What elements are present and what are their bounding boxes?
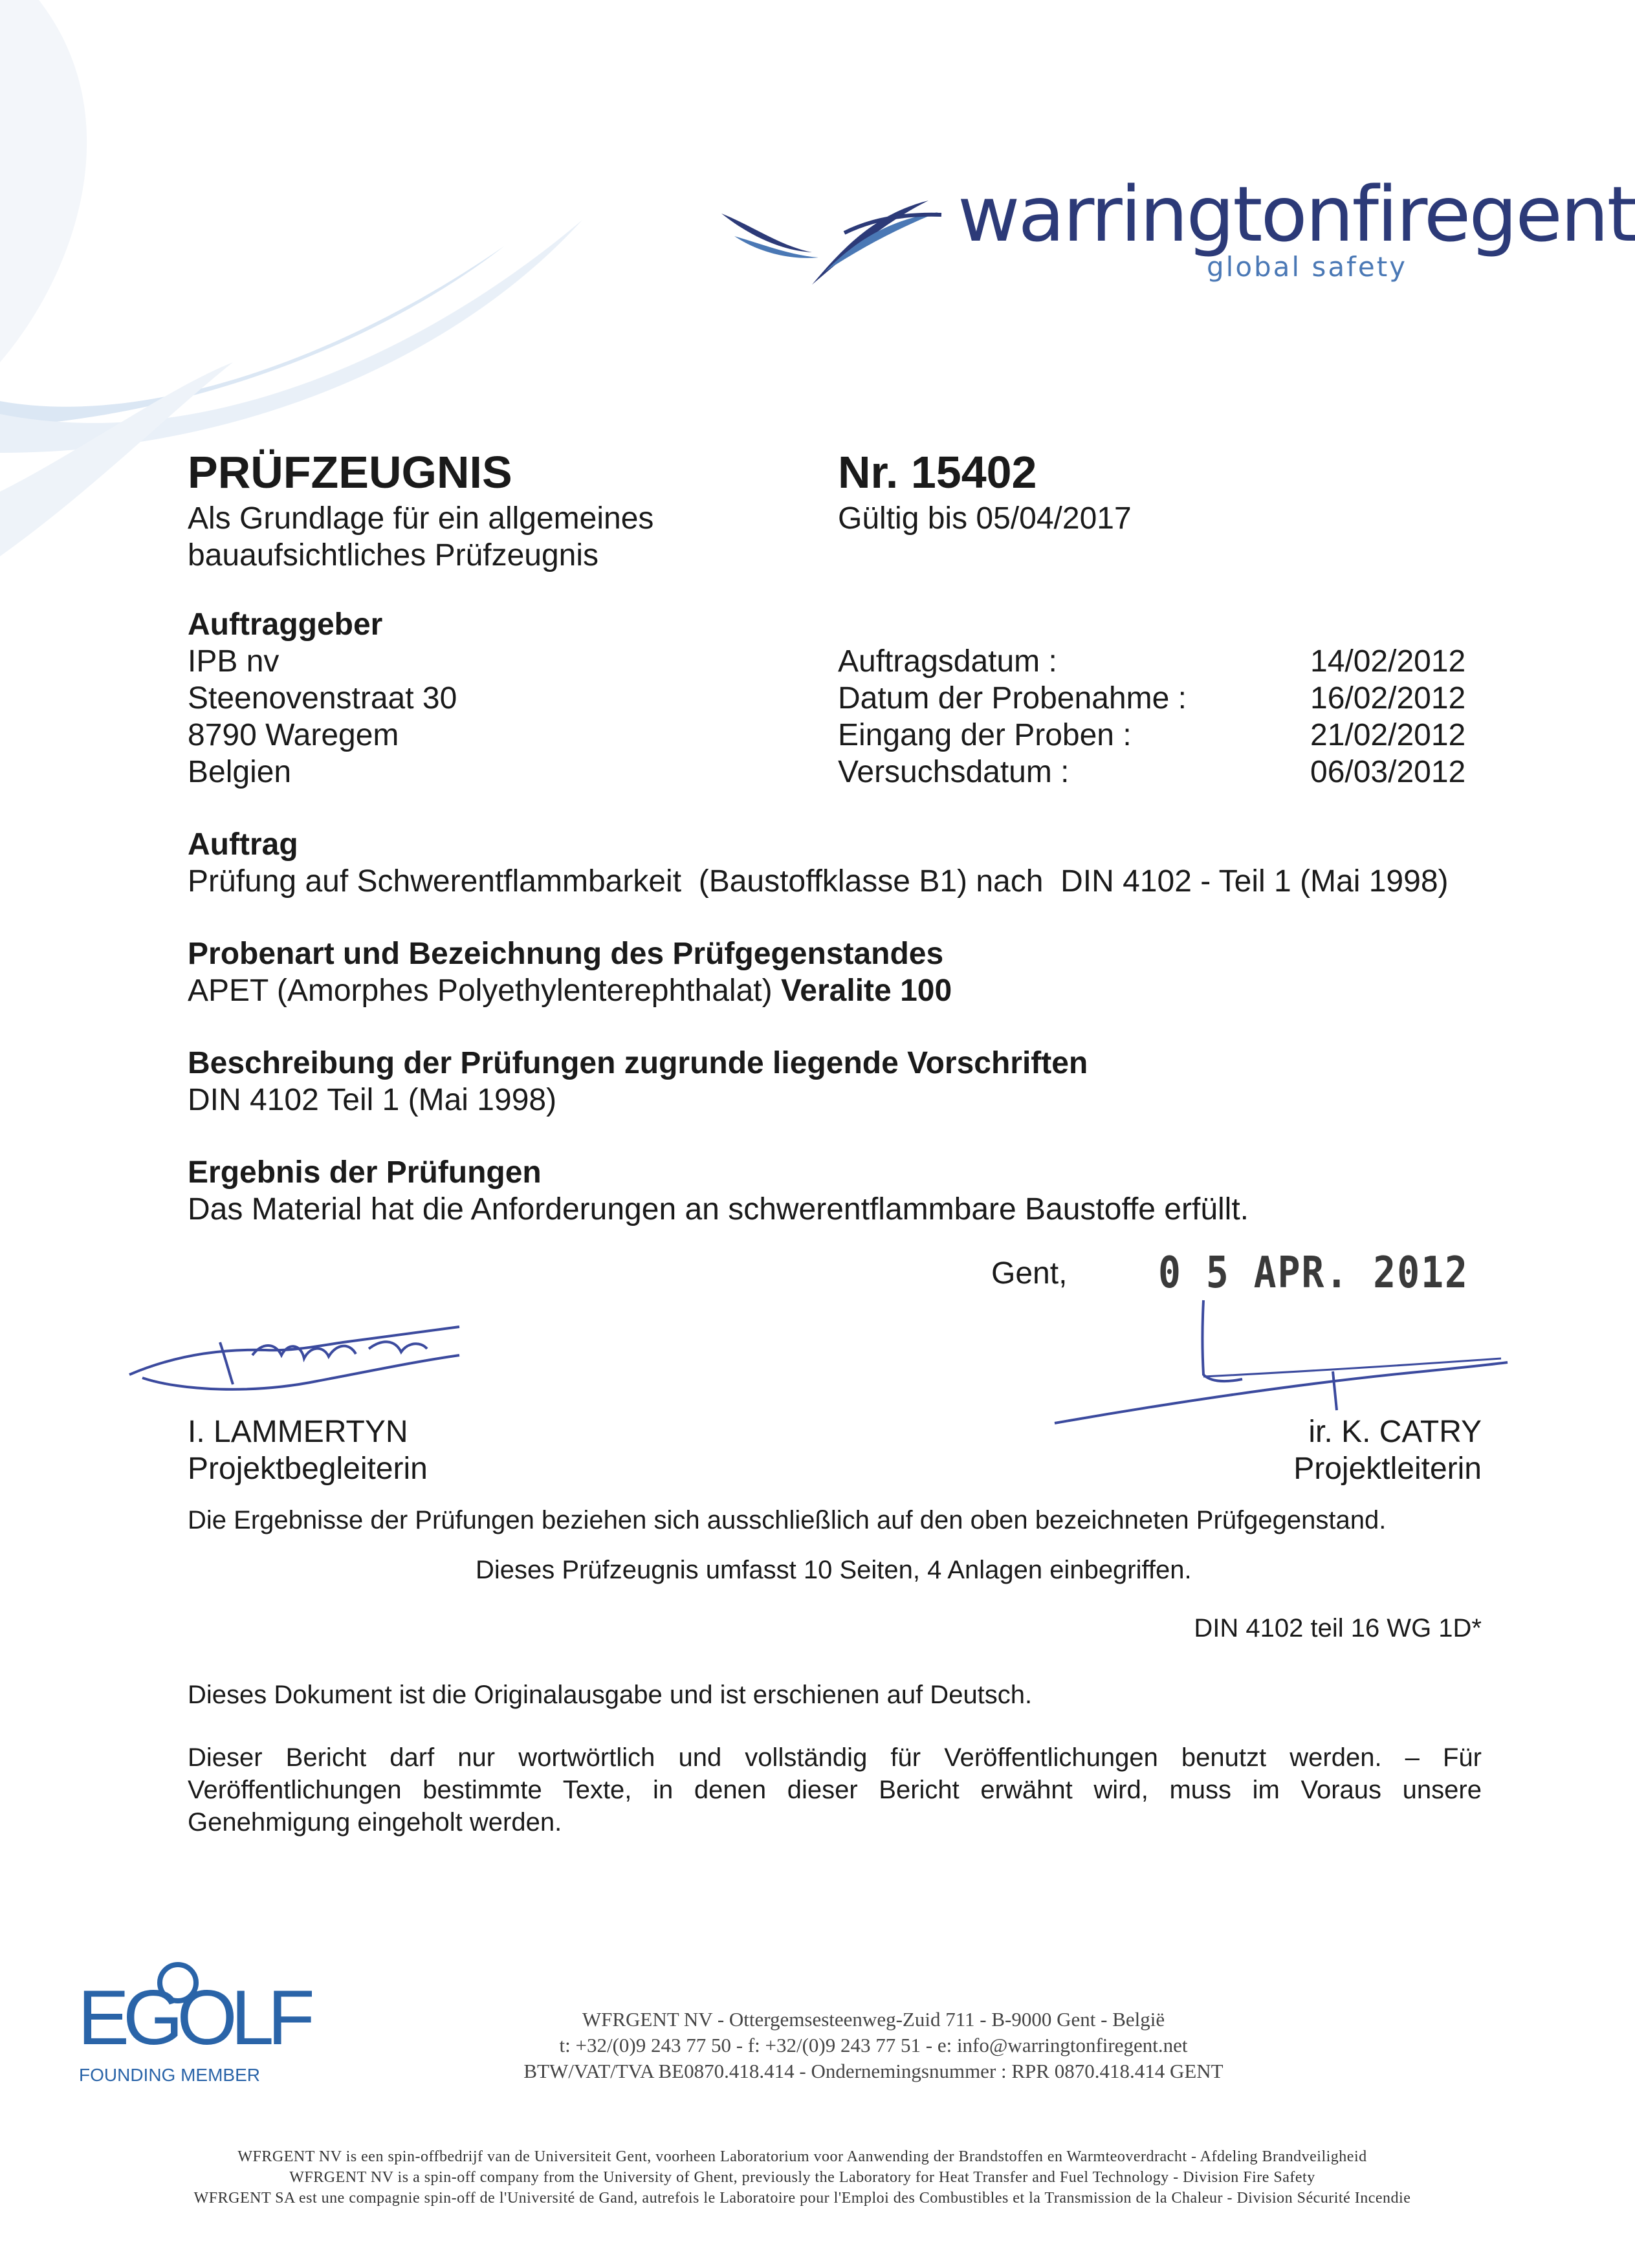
result-text: Das Material hat die Anforderungen an schwerentflammbare Baustoffe erfüllt.	[188, 1192, 1249, 1227]
registry-line: BTW/VAT/TVA BE0870.418.414 - Ondernemingsnummer : RPR 0870.418.414 GENT	[523, 2060, 1224, 2082]
egolf-label: FOUNDING MEMBER	[79, 2065, 260, 2085]
egolf-logo-text: EGOLF	[78, 1974, 309, 2061]
signature-right	[1048, 1300, 1514, 1430]
left-signatory-name: I. LAMMERTYN	[188, 1415, 408, 1449]
sample-text: APET (Amorphes Polyethylenterephthalat)	[188, 974, 773, 1008]
right-signatory-name: ir. K. CATRY	[1308, 1415, 1482, 1449]
client-line: Steenovenstraat 30	[188, 681, 457, 715]
regulations-text: DIN 4102 Teil 1 (Mai 1998)	[188, 1083, 557, 1117]
sample-heading: Probenart und Bezeichnung des Prüfgegenstandes	[188, 937, 944, 971]
subtitle-line-2: bauaufsichtliches Prüfzeugnis	[188, 538, 599, 572]
subtitle-line-1: Als Grundlage für ein allgemeines	[188, 501, 654, 536]
date-label: Versuchsdatum :	[838, 755, 1070, 789]
brand-logo-icon	[715, 175, 948, 291]
client-line: 8790 Waregem	[188, 718, 399, 752]
result-heading: Ergebnis der Prüfungen	[188, 1155, 542, 1190]
spin-off-fr: WFRGENT SA est une compagnie spin-off de l'Université de Gand, autrefois le Laboratoire pour l'Emploi des Combustibles et la Transmission de la Chaleur - Division Sécurité Incendie	[193, 2190, 1411, 2207]
date-label: Auftragsdatum :	[838, 644, 1057, 679]
scope-note: Die Ergebnisse der Prüfungen beziehen sich ausschließlich auf den oben bezeichneten Prüfgegenstand.	[188, 1506, 1387, 1534]
original-note: Dieses Dokument ist die Originalausgabe und ist erschienen auf Deutsch.	[188, 1681, 1033, 1709]
left-signatory-role: Projektbegleiterin	[188, 1452, 428, 1486]
date-value: 16/02/2012	[1310, 681, 1466, 715]
company-line: WFRGENT NV - Ottergemsesteenweg-Zuid 711 - B-9000 Gent - België	[582, 2008, 1165, 2031]
date-value: 21/02/2012	[1310, 718, 1466, 752]
client-line: IPB nv	[188, 644, 280, 679]
valid-until: Gültig bis 05/04/2017	[838, 501, 1132, 536]
document-title: PRÜFZEUGNIS	[188, 447, 512, 497]
date-value: 14/02/2012	[1310, 644, 1466, 679]
contact-line: t: +32/(0)9 243 77 50 - f: +32/(0)9 243 77 51 - e: info@warringtonfiregent.net	[559, 2034, 1188, 2056]
date-label: Eingang der Proben :	[838, 718, 1132, 752]
signature-left	[123, 1303, 485, 1407]
pages-note: Dieses Prüfzeugnis umfasst 10 Seiten, 4 Anlagen einbegriffen.	[476, 1556, 1192, 1584]
date-value: 06/03/2012	[1310, 755, 1466, 789]
sample-line	[188, 972, 952, 1009]
client-heading: Auftraggeber	[188, 607, 383, 642]
brand-tagline: global safety	[1207, 251, 1408, 283]
spin-off-nl: WFRGENT NV is een spin-offbedrijf van de Universiteit Gent, voorheen Laboratorium voor Aanwending der Brandstoffen en Warmteoverdracht - Afdeling Brandveiligheid	[237, 2148, 1367, 2165]
publication-note: Dieser Bericht darf nur wortwörtlich und vollständig für Veröffentlichungen benutzt werden. – Für Veröffentlichungen bestimmte Texte, in denen dieser Bericht erwähnt wird, muss im Voraus unsere Genehmigung eingeholt werden.	[188, 1743, 1482, 1837]
spin-off-en: WFRGENT NV is a spin-off company from the University of Ghent, previously the Laboratory for Heat Transfer and Fuel Technology - Division Fire Safety	[289, 2169, 1315, 2186]
order-text: Prüfung auf Schwerentflammbarkeit (Baustoffklasse B1) nach DIN 4102 - Teil 1 (Mai 1998)	[188, 864, 1449, 899]
egolf-logo-icon	[74, 1947, 309, 2077]
date-stamp: 0 5 APR. 2012	[1158, 1247, 1469, 1298]
document-number: Nr. 15402	[838, 447, 1037, 497]
client-line: Belgien	[188, 755, 292, 789]
reference-note: DIN 4102 teil 16 WG 1D*	[1194, 1614, 1482, 1642]
order-heading: Auftrag	[188, 827, 298, 862]
regulations-heading: Beschreibung der Prüfungen zugrunde liegende Vorschriften	[188, 1046, 1088, 1080]
brand-name: warringtonfiregent	[958, 169, 1635, 259]
date-label: Datum der Probenahme :	[838, 681, 1187, 715]
product-name: Veralite 100	[780, 974, 952, 1008]
place: Gent,	[991, 1256, 1068, 1291]
right-signatory-role: Projektleiterin	[1293, 1452, 1482, 1486]
